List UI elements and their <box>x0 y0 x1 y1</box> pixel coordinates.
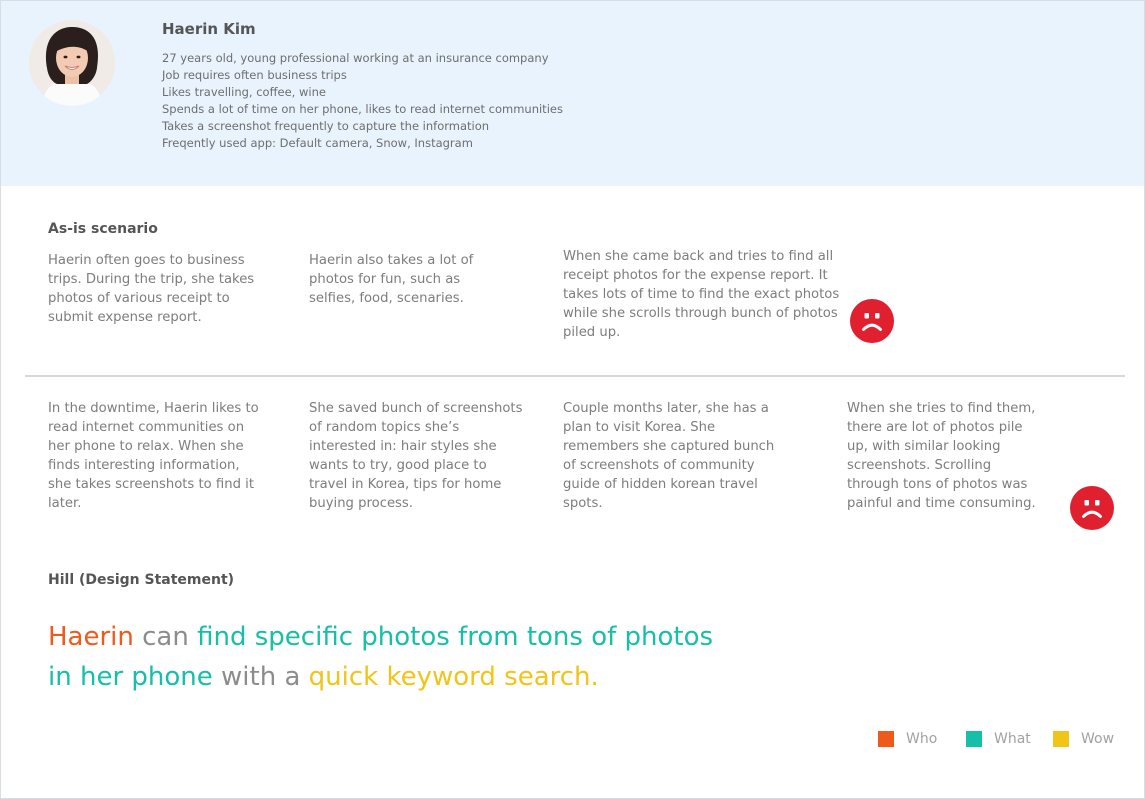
persona-detail-line: Takes a screenshot frequently to capture the information <box>162 119 490 133</box>
persona-card <box>1 1 1144 186</box>
persona-detail-line: Job requires often business trips <box>162 68 347 82</box>
legend-swatch-who <box>878 731 894 747</box>
hill-title: Hill (Design Statement) <box>48 572 235 588</box>
scenario-step-2-1: In the downtime, Haerin likes to read internet communities on her phone to relax. When she finds interesting information, she takes screenshots to find it later. <box>48 401 259 511</box>
row-divider <box>25 375 1125 377</box>
persona-photo <box>29 20 115 106</box>
scenario-step-2-4: When she tries to find them, there are lot of photos pile up, with similar looking screenshots. Scrolling through tons of photos was painful and time consuming. <box>847 401 1036 511</box>
legend-swatch-what <box>966 731 982 747</box>
scenario-step-2-2: She saved bunch of screenshots of random topics she’s interested in: hair styles she wants to try, good place to travel in Korea, tips for home buying process. <box>309 401 523 511</box>
sad-face-icon <box>1070 486 1114 530</box>
scenario-step-1-2: Haerin also takes a lot of photos for fun, such as selfies, food, scenaries. <box>309 253 474 306</box>
hill-line-2 <box>48 657 713 697</box>
hill-wow: quick keyword search. <box>308 662 599 692</box>
scenario-step-2-3: Couple months later, she has a plan to visit Korea. She remembers she captured bunch of screenshots of community guide of hidden korean travel spots. <box>563 401 775 511</box>
legend-what <box>966 731 1031 747</box>
scenario-title: As-is scenario <box>48 221 158 237</box>
persona-detail-line: Spends a lot of time on her phone, likes to read internet communities <box>162 102 563 116</box>
legend-wow <box>1053 731 1114 747</box>
hill-statement <box>48 617 713 697</box>
hill-what-cont: in her phone <box>48 662 213 692</box>
hill-line-1 <box>48 617 713 657</box>
hill-what: find specific photos from tons of photos <box>197 622 714 652</box>
hill-connector: can <box>133 622 198 652</box>
sad-face-icon <box>850 299 894 343</box>
legend-who <box>878 731 937 747</box>
legend-swatch-wow <box>1053 731 1069 747</box>
legend-label-what: What <box>994 731 1031 747</box>
legend-label-wow: Wow <box>1081 731 1115 747</box>
scenario-step-1-3: When she came back and tries to find all receipt photos for the expense report. It takes lots of time to find the exact photos while she scrolls through bunch of photos piled up. <box>563 249 840 340</box>
persona-detail-line: Freqently used app: Default camera, Snow, Instagram <box>162 136 473 150</box>
persona-name: Haerin Kim <box>162 20 256 38</box>
persona-detail-line: 27 years old, young professional working at an insurance company <box>162 51 549 65</box>
hill-who: Haerin <box>48 622 134 652</box>
hill-connector: with a <box>212 662 309 692</box>
scenario-step-1-1: Haerin often goes to business trips. During the trip, she takes photos of various receipt to submit expense report. <box>48 253 255 325</box>
persona-detail-line: Likes travelling, coffee, wine <box>162 85 326 99</box>
persona-avatar <box>29 20 115 106</box>
legend-label-who: Who <box>906 731 938 747</box>
persona-details <box>162 50 563 152</box>
